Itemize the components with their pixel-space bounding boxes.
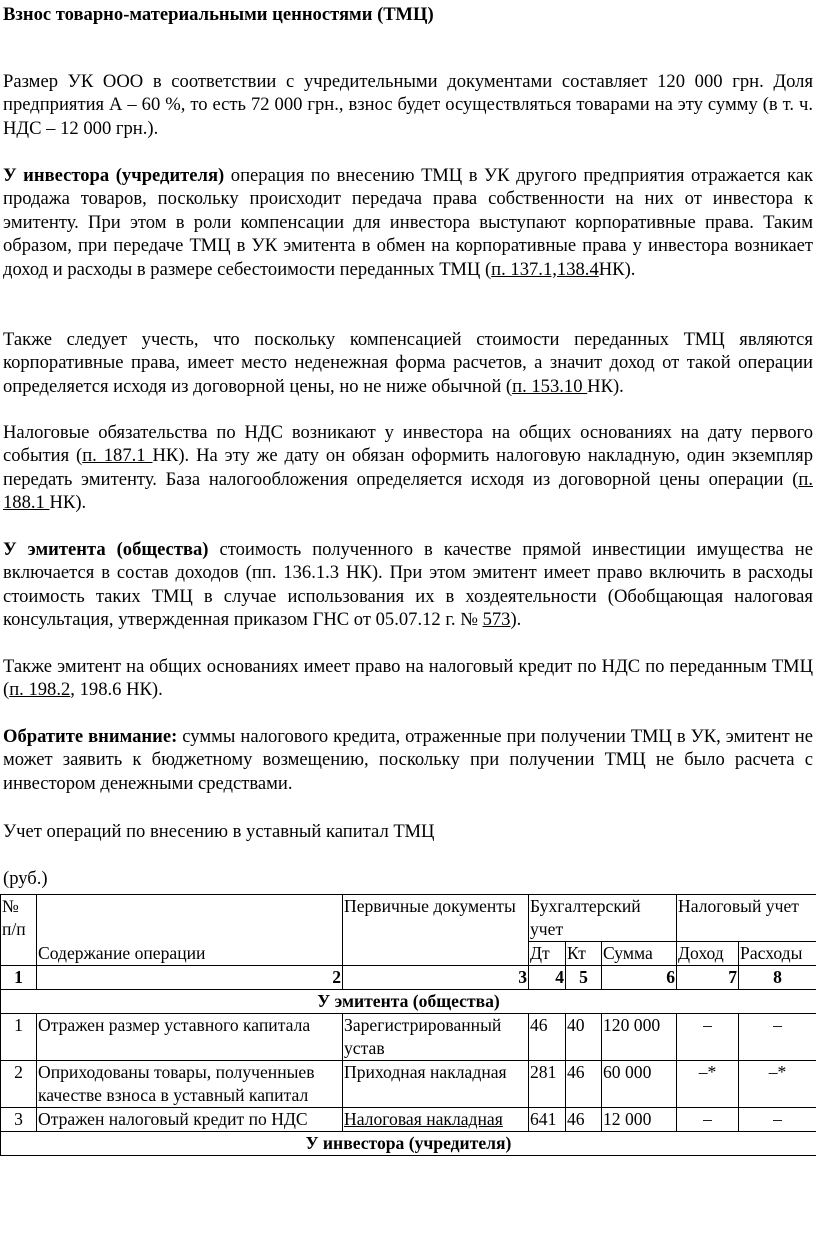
header-documents: Первичные документы xyxy=(343,895,529,966)
header-income: Доход xyxy=(677,942,739,966)
currency-note: (руб.) xyxy=(3,867,48,889)
table-caption: Учет операций по внесению в уставный капитал ТМЦ xyxy=(3,820,435,842)
column-numbers-row xyxy=(1,966,816,990)
paragraph-vat-obligations xyxy=(3,421,813,515)
row-income: –* xyxy=(677,1061,739,1108)
link-order-573[interactable]: 573 xyxy=(482,609,511,631)
section-row-issuer xyxy=(1,990,816,1014)
row-sum: 60 000 xyxy=(602,1061,677,1108)
issuer-text: стоимость полученного в качестве прямой инвестиции имущества не включается в состав доходов (пп. 136.1.3 НК). При этом эмитент имеет право включить в расходы стоимость таких ТМЦ в случае использования их в хоздеятельности (Обобщающая налоговая консультация, утвержденная приказом ГНС от 05.07.12 г. № xyxy=(3,538,813,631)
col-num: 4 xyxy=(529,966,566,990)
header-tax: Налоговый учет xyxy=(677,895,816,942)
tax-credit-tail: , 198.6 НК). xyxy=(70,679,163,701)
row-income: – xyxy=(677,1014,739,1061)
paragraph-attention xyxy=(3,725,813,796)
row-debit: 46 xyxy=(529,1014,566,1061)
investor-tail: НК). xyxy=(598,258,636,280)
col-num: 1 xyxy=(1,966,37,990)
row-debit: 641 xyxy=(529,1108,566,1132)
row-income: – xyxy=(677,1108,739,1132)
section-row-investor xyxy=(1,1132,816,1156)
table-row xyxy=(1,1108,816,1132)
row-number: 3 xyxy=(1,1108,37,1132)
col-num: 3 xyxy=(343,966,529,990)
row-content: Оприходованы товары, полученныев качестве взноса в уставный капитал xyxy=(37,1061,343,1108)
investor-lead: У инвестора (учредителя) xyxy=(3,164,225,186)
investor-text: операция по внесению ТМЦ в УК другого предприятия отражается как продажа товаров, поскольку происходит передача права собственности на них от инвестора к эмитенту. При этом в роли компенсации для инвестора выступают корпоративные права. Таким образом, при передаче ТМЦ в УК эмитента в обмен на корпоративные права у инвестора возникает доход и расходы в размере себестоимости переданных ТМЦ ( xyxy=(3,164,814,280)
attention-text: суммы налогового кредита, отраженные при получении ТМЦ в УК, эмитент не может заявить к бюджетному возмещению, поскольку при получении ТМЦ не было расчета с инвестором денежными средствами. xyxy=(3,725,813,794)
paragraph-capital-size: Размер УК ООО в соответствии с учредительными документами составляет 120 000 грн. Доля предприятия А – 60 %, то есть 72 000 грн., взнос будет осуществляться товарами на эту сумму (в т. ч. НДС – 12 000 грн.). xyxy=(3,70,813,139)
row-sum: 120 000 xyxy=(602,1014,677,1061)
operations-table xyxy=(0,894,816,1156)
link-article-137[interactable]: п. 137.1,138.4 xyxy=(491,258,599,280)
section-issuer: У эмитента (общества) xyxy=(1,990,816,1014)
row-expense: – xyxy=(739,1108,816,1132)
table-header-row xyxy=(1,895,816,942)
section-investor: У инвестора (учредителя) xyxy=(1,1132,816,1156)
row-document: Зарегистрированный устав xyxy=(343,1014,529,1061)
row-credit: 46 xyxy=(566,1108,602,1132)
row-credit: 46 xyxy=(566,1061,602,1108)
col-num: 5 xyxy=(566,966,602,990)
vat-tail: НК). xyxy=(49,492,87,514)
link-article-198[interactable]: п. 198.2 xyxy=(9,679,71,701)
row-credit: 40 xyxy=(566,1014,602,1061)
tax-credit-text: Также эмитент на общих основаниях имеет право на налоговый кредит по НДС по переданным ТМЦ ( xyxy=(3,655,813,701)
link-article-153[interactable]: п. 153.10 xyxy=(512,375,588,397)
row-document-link[interactable]: Налоговая накладная xyxy=(343,1108,529,1132)
header-content: Содержание операции xyxy=(37,895,343,966)
issuer-tail: ). xyxy=(510,609,522,631)
nonmonetary-tail: НК). xyxy=(587,375,624,397)
paragraph-issuer xyxy=(3,538,813,632)
header-sum: Сумма xyxy=(602,942,677,966)
header-debit: Дт xyxy=(529,942,566,966)
col-num: 2 xyxy=(37,966,343,990)
header-expense: Расходы xyxy=(739,942,816,966)
paragraph-investor xyxy=(3,164,813,282)
row-content: Отражен налоговый кредит по НДС xyxy=(37,1108,343,1132)
table-row xyxy=(1,1014,816,1061)
col-num: 7 xyxy=(677,966,739,990)
header-accounting: Бухгалтерский учет xyxy=(529,895,677,942)
link-article-188[interactable]: п. 188.1 xyxy=(3,468,813,514)
link-article-187[interactable]: п. 187.1 xyxy=(82,445,153,467)
table-row xyxy=(1,1061,816,1108)
vat-text-2: НК). На эту же дату он обязан оформить налоговую накладную, один экземпляр передать эмитенту. База налогообложения определяется исходя из договорной цены операции ( xyxy=(3,445,813,490)
header-credit: Кт xyxy=(566,942,602,966)
attention-lead: Обратите внимание: xyxy=(3,725,178,747)
row-document: Приходная накладная xyxy=(343,1061,529,1108)
col-num: 8 xyxy=(739,966,816,990)
row-content: Отражен размер уставного капитала xyxy=(37,1014,343,1061)
document-title: Взнос товарно-материальными ценностями (ТМЦ) xyxy=(3,4,434,25)
row-sum: 12 000 xyxy=(602,1108,677,1132)
row-number: 2 xyxy=(1,1061,37,1108)
vat-text-1: Налоговые обязательства по НДС возникают у инвестора на общих основаниях на дату первого события ( xyxy=(3,421,813,467)
row-expense: –* xyxy=(739,1061,816,1108)
row-number: 1 xyxy=(1,1014,37,1061)
nonmonetary-text: Также следует учесть, что поскольку компенсацией стоимости переданных ТМЦ являются корпоративные права, имеет место неденежная форма расчетов, а значит доход от такой операции определяется исходя из договорной цены, но не ниже обычной ( xyxy=(3,328,813,397)
issuer-lead: У эмитента (общества) xyxy=(3,538,209,560)
paragraph-nonmonetary xyxy=(3,328,813,399)
paragraph-tax-credit xyxy=(3,655,813,702)
col-num: 6 xyxy=(602,966,677,990)
row-expense: – xyxy=(739,1014,816,1061)
header-number: № п/п xyxy=(1,895,37,966)
row-debit: 281 xyxy=(529,1061,566,1108)
